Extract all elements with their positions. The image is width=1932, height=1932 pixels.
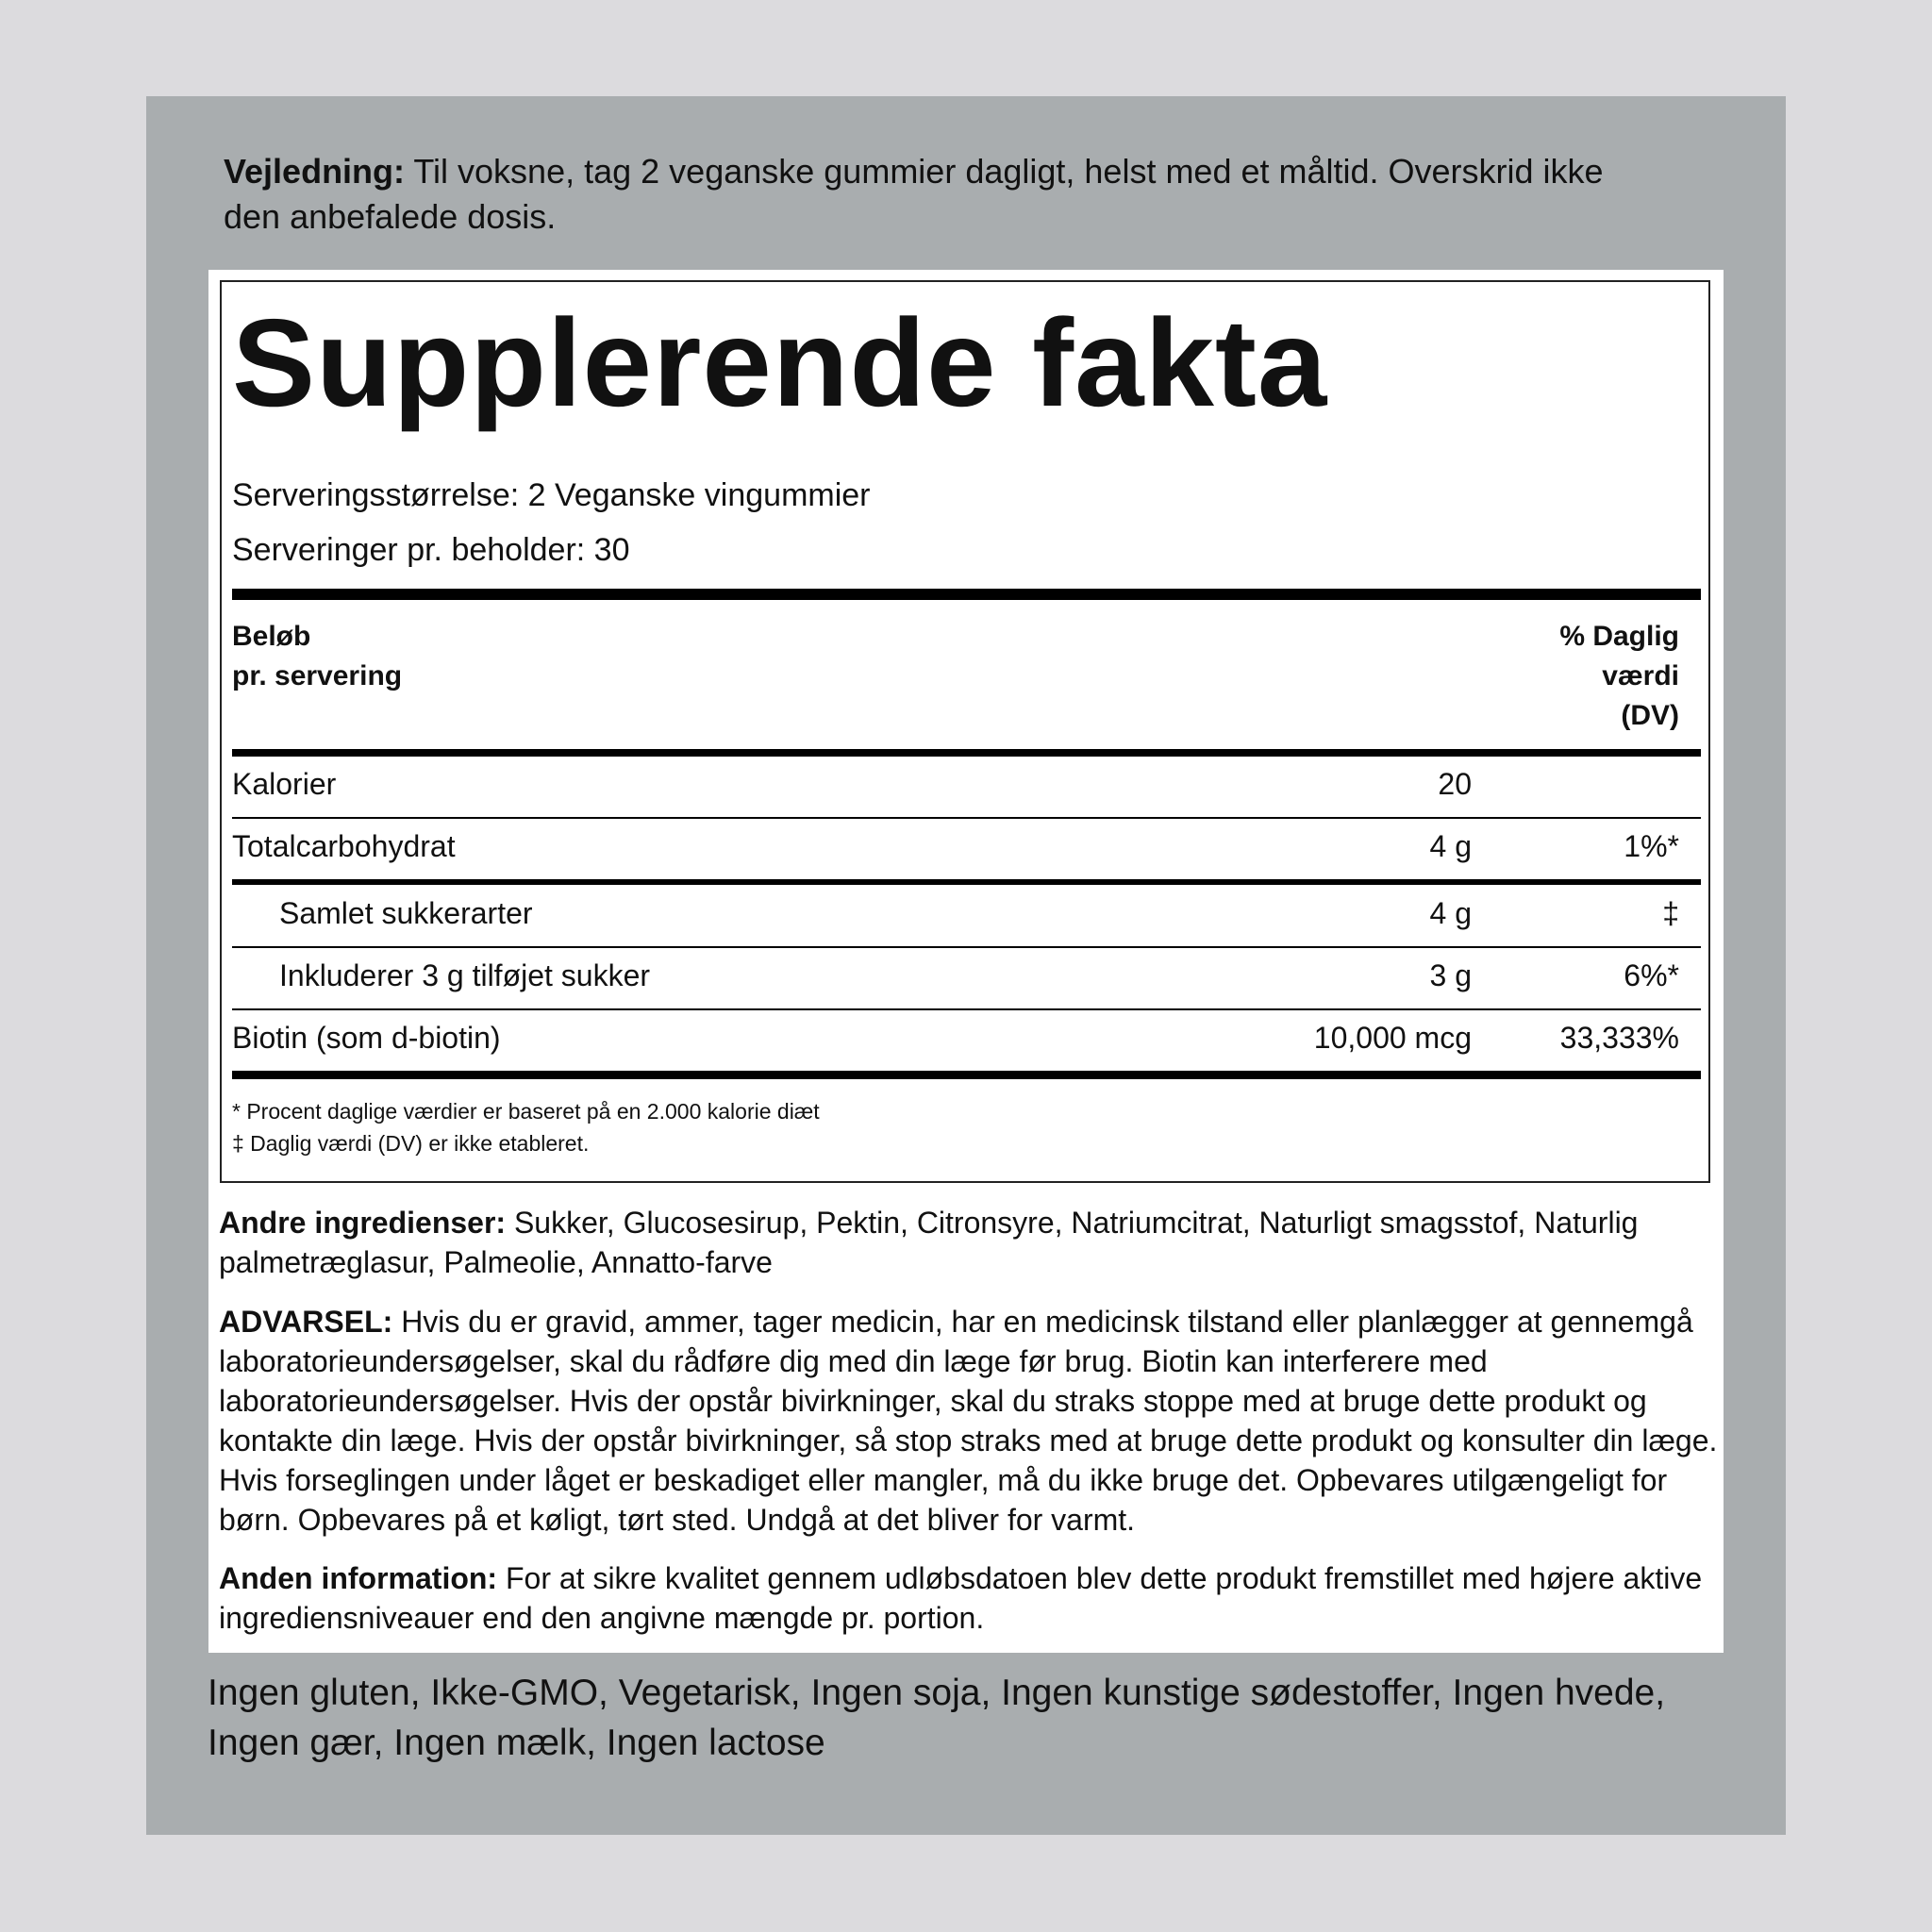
row-amount-carbohydrate: 4 g [1429,829,1472,863]
other-ingredients-label: Andre ingredienser: [219,1206,507,1240]
row-name-carbohydrate: Totalcarbohydrat [232,829,456,863]
directions-label: Vejledning: [224,152,406,191]
row-dv-biotin: 33,333% [1559,1021,1679,1055]
row-amount-added-sugars: 3 g [1429,958,1472,992]
amount-header-line1: Beløb [232,621,311,652]
header-divider [232,749,1701,757]
row-name-biotin: Biotin (som d-biotin) [232,1021,501,1055]
footnote-percent-dv: * Procent daglige værdier er baseret på en 2.000 kalorie diæt [232,1099,820,1124]
other-information [219,1558,1719,1638]
dv-header-line3: (DV) [1621,700,1679,731]
row-name-total-sugars: Samlet sukkerarter [279,896,533,930]
product-claims: Ingen gluten, Ikke-GMO, Vegetarisk, Ingen soja, Ingen kunstige sødestoffer, Ingen hvede, Ingen gær, Ingen mælk, Ingen lactose [208,1673,1666,1763]
dv-header-line2: værdi [1602,660,1679,691]
facts-title: Supplerende fakta [232,293,1328,432]
row-dv-added-sugars: 6%* [1624,958,1679,992]
row-divider [232,946,1701,948]
dv-header-line1: % Daglig [1559,621,1679,652]
row-amount-calories: 20 [1438,767,1472,801]
other-ingredients-body: Sukker, Glucosesirup, Pektin, Citronsyre, Natriumcitrat, Naturligt smagsstof, Naturlig palmetræglasur, Palmeolie, Annatto-farve [219,1206,1639,1279]
row-divider [232,1008,1701,1010]
warning-body: Hvis du er gravid, ammer, tager medicin, har en medicinsk tilstand eller planlægger at gennemgå laboratorieundersøgelser, skal du rådføre dig med din læge før brug. Biotin kan interferere med laboratorieundersøgelser. Hvis der opstår bivirkninger, skal du straks stoppe med at bruge dette produkt og kontakte din læge. Hvis der opstår bivirkninger, så stop straks med at bruge dette produkt og konsulter din læge. Hvis forseglingen under låget er beskadiget eller mangler, må du ikke bruge det. Opbevares utilgængeligt for børn. Opbevares på et køligt, tørt sted. Undgå at det bliver for varmt. [219,1305,1718,1537]
row-name-calories: Kalorier [232,767,337,801]
row-divider [232,817,1701,819]
warning [219,1302,1719,1540]
row-dv-carbohydrate: 1%* [1624,829,1679,863]
footnote-dv-not-established: ‡ Daglig værdi (DV) er ikke etableret. [232,1131,590,1156]
row-amount-total-sugars: 4 g [1429,896,1472,930]
other-ingredients [219,1203,1719,1282]
servings-per-container: Serveringer pr. beholder: 30 [232,532,630,568]
other-information-label: Anden information: [219,1561,498,1595]
thick-divider [232,589,1701,600]
row-divider [232,879,1701,885]
directions-text [224,149,1639,240]
other-information-body: For at sikre kvalitet gennem udløbsdatoen blev dette produkt fremstillet med højere aktive ingrediensniveauer end den angivne mængde pr. portion. [219,1561,1703,1635]
serving-size: Serveringsstørrelse: 2 Veganske vingummier [232,477,871,513]
bottom-thick-divider [232,1071,1701,1079]
amount-header-line2: pr. servering [232,660,403,691]
row-dv-total-sugars: ‡ [1662,896,1679,930]
directions-body: Til voksne, tag 2 veganske gummier dagligt, helst med et måltid. Overskrid ikke den anbefalede dosis. [224,152,1604,236]
row-name-added-sugars: Inkluderer 3 g tilføjet sukker [279,958,651,992]
row-amount-biotin: 10,000 mcg [1313,1021,1472,1055]
warning-label: ADVARSEL: [219,1305,393,1339]
